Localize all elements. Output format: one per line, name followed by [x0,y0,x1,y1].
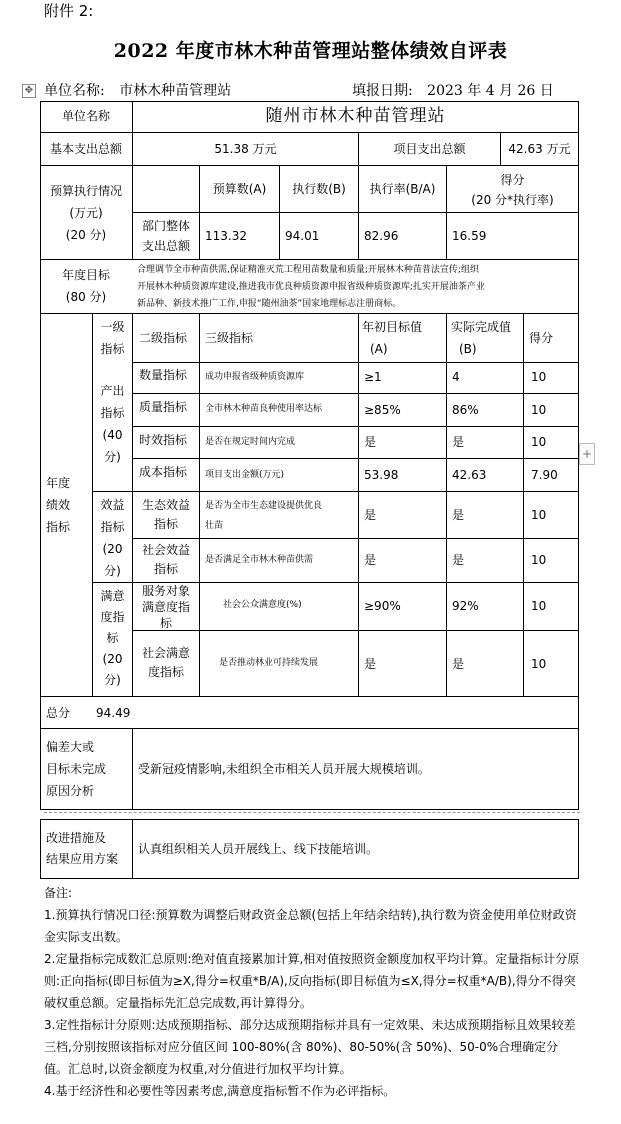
l2-line: 指标 [153,517,178,531]
actual-cell: 是 [452,657,465,671]
target-cell: ≥85% [364,403,401,417]
goal-label-line: (80 分) [65,290,107,304]
score-cell: 10 [531,657,547,671]
note-item: 1.预算执行情况口径:预算数为调整后财政资金总额(包括上年结余结转),执行数为资金使用单位财政资金实际支出数。 [44,908,577,944]
note-item: 2.定量指标完成数汇总原则:绝对值直接累加计算,相对值按照资金额度加权平均计算。定量指标计分原则:正向指标(即目标值为≥X,得分=权重*B/A),反向指标(即目标值为≤X,得分=权重*A/B),得分不得突破权重总额。定量指标先汇总完成数,再计算得分。 [44,952,580,1010]
l2-cell: 成本指标 [139,465,188,479]
note-item: 3.定性指标计分原则:达成预期指标、部分达成预期指标并具有一定效果、未达成预期指标且效果较差三档,分别按照该指标对应分值区间 100-80%(含 80%)、80-50%(含 50%)、50-0%合理确定分值。汇总时,以资金额度为权重,对分值进行加权平均计算。 [44,1018,576,1076]
l2-line: 生态效益 [141,498,190,512]
l2-cell: 时效指标 [139,433,188,447]
score-cell: 7.90 [531,468,558,482]
score-cell: 10 [531,435,547,449]
basic-exp-label: 基本支出总额 [49,142,122,156]
h-level1-line: 一级 [100,320,125,334]
actual-cell: 42.63 [452,468,487,482]
perf-label-line: 年度 [46,476,71,490]
h-actual-line: 实际完成值 [451,320,512,334]
perf-label-line: 绩效 [46,498,71,512]
l3-cell: 是否满足全市林木种苗供需 [205,555,314,565]
dept-label-line: 部门整体 [141,219,190,233]
satisf-label-line: 满意 [100,589,125,603]
output-label-line: 产出 [100,384,125,398]
target-cell: 53.98 [364,468,399,482]
h-target [362,316,422,360]
goal-text-line: 开展林木种质资源库建设,推进我市优良种质资源申报省级种质资源库;扎实开展油茶产业 [137,282,485,292]
score-cell: 10 [531,599,547,613]
deviation-text: 受新冠疫情影响,未组织全市相关人员开展大规模培训。 [138,762,430,776]
score-cell: 10 [531,553,547,567]
col-score-line: 得分 [500,173,525,187]
dept-score: 16.59 [452,229,487,243]
l3-cell: 成功申报省级种质资源库 [205,372,305,382]
col-rate: 执行率(B/A) [369,182,436,196]
h-score: 得分 [529,331,554,345]
unit-name-label: 单位名称 [61,109,110,123]
h-actual [451,316,511,360]
score-cell: 10 [531,403,547,417]
goal-label [40,264,132,308]
l2-line: 标 [159,616,172,630]
dept-label [133,216,199,256]
satisf-label-line: 分) [104,673,121,687]
target-cell: 是 [364,657,377,671]
actual-cell: 是 [452,508,465,522]
l2-line: 度指标 [147,665,184,679]
goal-label-line: 年度目标 [61,268,110,282]
l2-line: 指标 [153,562,178,576]
actual-cell: 是 [452,435,465,449]
l3-cell [205,496,322,536]
l3-line: 壮苗 [205,521,224,531]
deviation-label-line: 偏差大或 [46,740,95,754]
goal-text-line: 新品种、新技术推广工作,申报“随州油茶”国家地理标志注册商标。 [137,299,402,309]
score-cell: 10 [531,370,547,384]
budget-label-line: 预算执行情况 [49,184,122,198]
date-value: 2023 年 4 月 26 日 [427,83,554,99]
attachment-label: 附件 2: [44,2,94,20]
improve-text: 认真组织相关人员开展线上、线下技能培训。 [138,842,379,856]
h-level3: 三级指标 [205,331,254,345]
col-score [447,170,578,210]
l2-cell: 数量指标 [139,368,188,382]
output-label-line: 指标 [100,406,125,420]
project-exp-value: 42.63 万元 [508,142,571,156]
total-label: 总分 [46,706,71,720]
target-cell: 是 [364,508,377,522]
basic-exp-value: 51.38 万元 [214,142,277,156]
h-target-line: (A) [370,342,388,356]
col-score-line: (20 分*执行率) [471,193,554,207]
unit-label: 单位名称: [44,83,105,99]
dept-budget: 113.32 [205,229,247,243]
h-actual-line: (B) [459,342,477,356]
l3-cell: 是否推动林业可持续发展 [219,658,319,668]
deviation-label-line: 目标未完成 [46,762,107,776]
unit-name-value: 随州市林木种苗管理站 [265,106,446,126]
benefit-label-line: 指标 [100,520,125,534]
l2-line: 服务对象 [141,584,190,598]
l3-cell: 项目支出金额(万元) [205,470,285,480]
deviation-label-line: 原因分析 [46,784,95,798]
budget-label-line: (20 分) [65,228,107,242]
benefit-label-line: 效益 [100,498,125,512]
col-budget: 预算数(A) [212,182,267,196]
l2-cell [133,496,199,534]
l2-line: 社会满意 [141,646,190,660]
l3-line: 是否为全市生态建设提供优良 [205,501,323,511]
dept-label-line: 支出总额 [141,239,190,253]
l2-cell [133,583,199,631]
improve-label-line: 改进措施及 [46,831,107,845]
add-row-icon[interactable]: + [579,443,595,465]
satisf-label [93,586,132,691]
actual-cell: 86% [452,403,479,417]
h-level2: 二级指标 [139,331,188,345]
benefit-label [93,494,132,582]
target-cell: 是 [364,435,377,449]
satisf-label-line: 度指 [100,610,125,624]
l3-cell: 全市林木种苗良种使用率达标 [205,404,323,414]
output-label-line: 分) [104,450,121,464]
improve-label [46,828,118,870]
l2-cell [133,541,199,579]
actual-cell: 4 [452,370,460,384]
unit-value: 市林木种苗管理站 [119,83,232,99]
perf-label-line: 指标 [46,520,71,534]
h-level1-line: 指标 [100,342,125,356]
perf-label [40,472,98,538]
actual-cell: 92% [452,599,479,613]
satisf-label-line: (20 [102,652,123,666]
target-cell: ≥1 [364,370,382,384]
l3-cell: 社会公众满意度(%) [223,600,302,610]
score-cell: 10 [531,508,547,522]
budget-label [40,180,132,246]
date-label: 填报日期: [352,83,413,99]
satisf-label-line: 标 [106,631,119,645]
improve-label-line: 结果应用方案 [46,852,119,866]
h-target-line: 年初目标值 [362,320,423,334]
benefit-label-line: (20 [102,542,123,556]
l2-cell: 质量指标 [139,400,188,414]
l2-cell [133,644,199,682]
l2-line: 满意度指 [141,600,190,614]
budget-label-line: (万元) [69,206,103,220]
move-handle-icon[interactable]: ✥ [22,84,36,98]
target-cell: ≥90% [364,599,401,613]
total-value: 94.49 [96,706,131,720]
notes [44,882,580,1102]
note-item: 4.基于经济性和必要性等因素考虑,满意度指标暂不作为必评指标。 [44,1084,396,1098]
actual-cell: 是 [452,553,465,567]
target-cell: 是 [364,553,377,567]
output-label [93,380,132,468]
deviation-label [46,736,106,802]
l3-cell: 是否在规定时间内完成 [205,437,296,447]
col-exec: 执行数(B) [292,182,346,196]
h-level1 [93,316,132,360]
project-exp-label: 项目支出总额 [393,142,466,156]
l2-line: 社会效益 [141,543,190,557]
goal-text [137,262,577,313]
benefit-label-line: 分) [104,564,121,578]
page-title: 2022 年度市林木种苗管理站整体绩效自评表 [113,40,508,62]
goal-text-line: 合理调节全市种苗供需,保证精准灭荒工程用苗数量和质量;开展林木种苗普法宣传;组织 [137,265,479,275]
output-label-line: (40 [102,428,123,442]
page-break-divider [44,812,580,813]
dept-exec: 94.01 [285,229,320,243]
notes-title: 备注: [44,886,73,900]
dept-rate: 82.96 [364,229,399,243]
